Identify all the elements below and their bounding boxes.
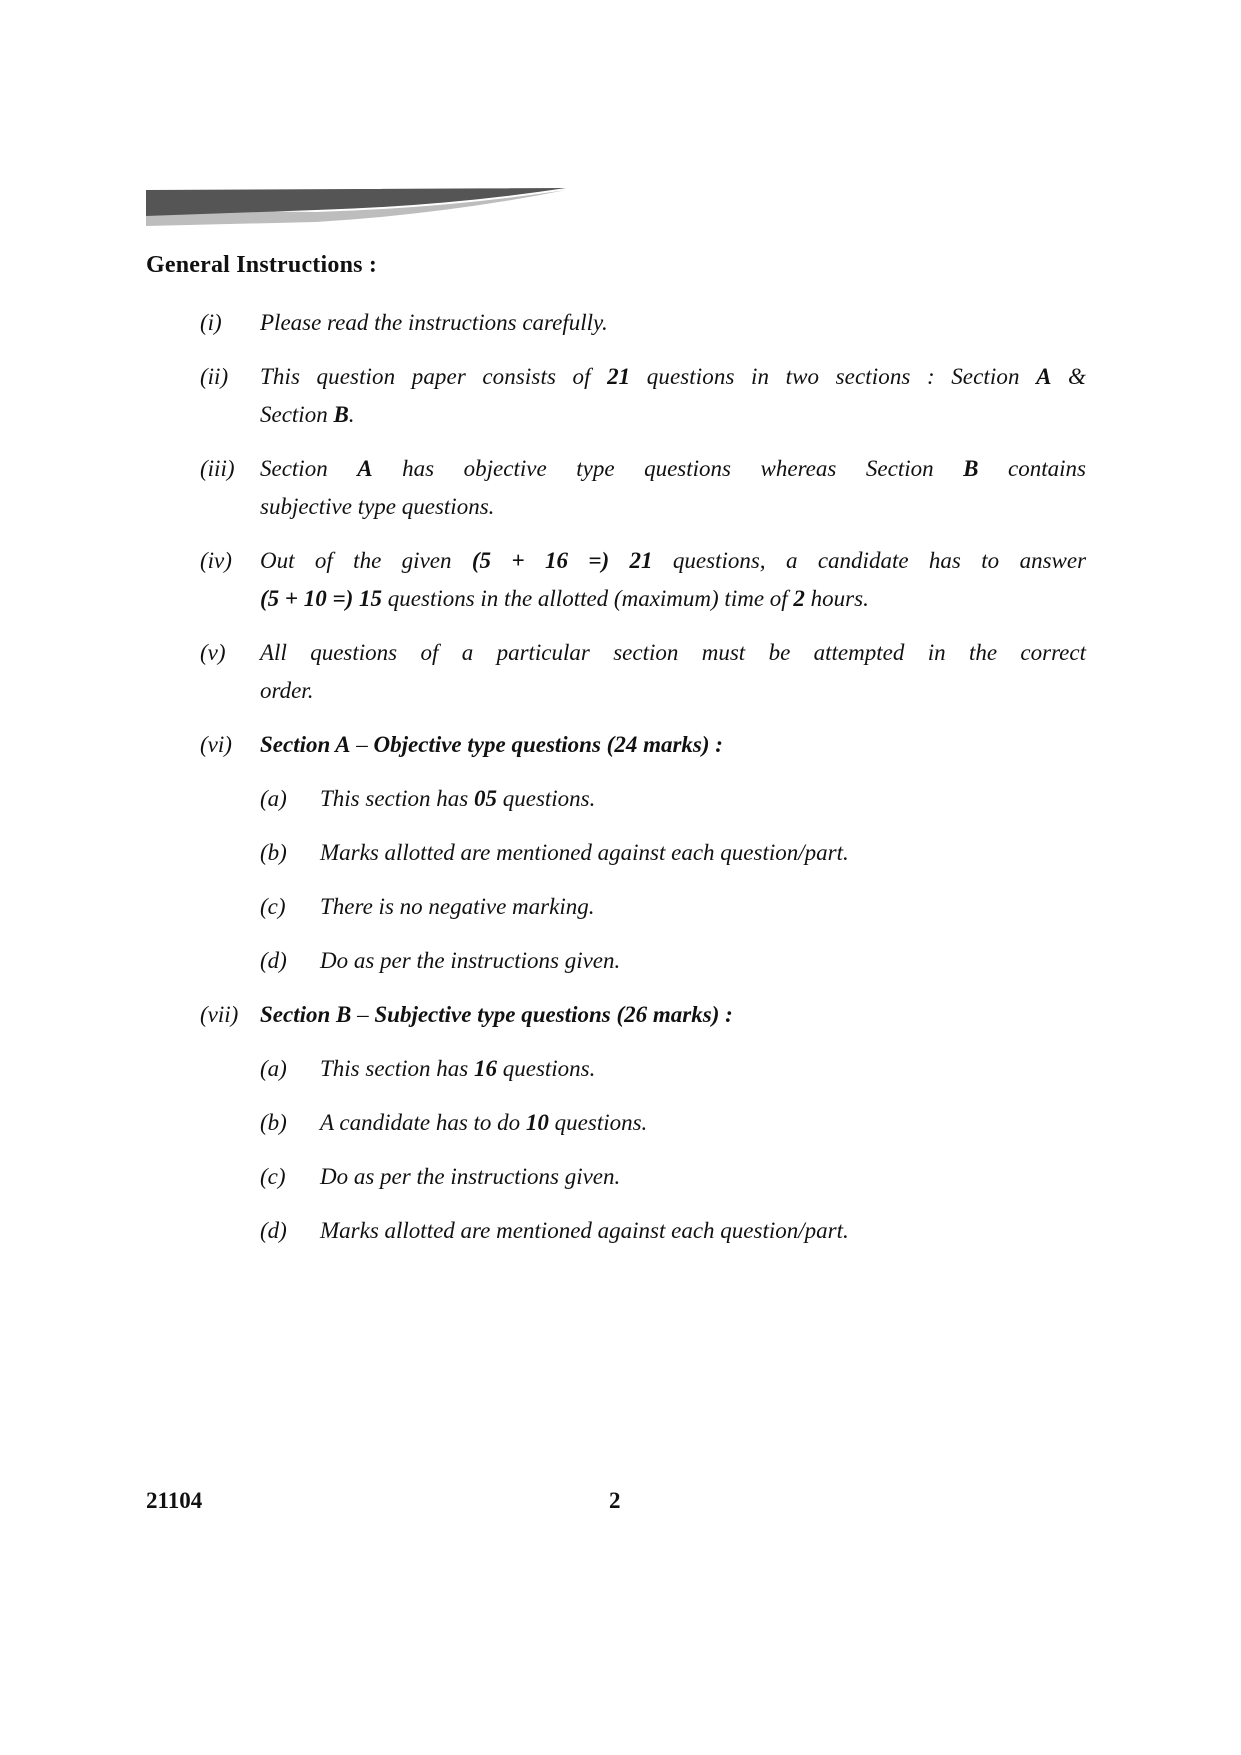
sub-item-text: There is no negative marking. bbox=[320, 894, 595, 919]
sub-item-text: A candidate has to do 10 questions. bbox=[320, 1110, 648, 1135]
sub-item-text: Do as per the instructions given. bbox=[320, 948, 621, 973]
sub-item-letter: (b) bbox=[260, 840, 287, 865]
item-text-line1: This question paper consists of 21 questions in two sections : Section A & bbox=[260, 364, 1086, 389]
item-text: Please read the instructions carefully. bbox=[260, 310, 608, 335]
item-number: (i) bbox=[200, 310, 222, 335]
paper-code: 21104 bbox=[146, 1488, 203, 1513]
sub-item-letter: (d) bbox=[260, 948, 287, 973]
item-text-line1: Section A has objective type questions whereas Section B contains bbox=[260, 456, 1086, 481]
sub-item-text: Marks allotted are mentioned against each question/part. bbox=[320, 840, 849, 865]
sub-item-letter: (d) bbox=[260, 1218, 287, 1243]
sub-item-letter: (c) bbox=[260, 894, 286, 919]
sub-item-text: Do as per the instructions given. bbox=[320, 1164, 621, 1189]
sub-item-letter: (a) bbox=[260, 1056, 287, 1081]
section-heading-text: Section A – Objective type questions (24 marks) : bbox=[260, 732, 723, 757]
page-number: 2 bbox=[609, 1488, 621, 1513]
decorative-header-bar bbox=[146, 188, 566, 228]
item-text-line1: All questions of a particular section must be attempted in the correct bbox=[260, 640, 1086, 665]
sub-item-letter: (b) bbox=[260, 1110, 287, 1135]
item-text-line1: Out of the given (5 + 16 =) 21 questions, a candidate has to answer bbox=[260, 548, 1087, 573]
sub-item-letter: (a) bbox=[260, 786, 287, 811]
item-number: (vii) bbox=[200, 1002, 239, 1027]
item-number: (v) bbox=[200, 640, 226, 665]
section-heading-text: Section B – Subjective type questions (26 marks) : bbox=[260, 1002, 733, 1027]
item-number: (iv) bbox=[200, 548, 232, 573]
sub-item-text: This section has 16 questions. bbox=[320, 1056, 596, 1081]
item-number: (ii) bbox=[200, 364, 229, 389]
page-title: General Instructions : bbox=[146, 252, 378, 278]
item-number: (vi) bbox=[200, 732, 232, 757]
item-text-line2: (5 + 10 =) 15 questions in the allotted (maximum) time of 2 hours. bbox=[260, 586, 869, 611]
item-number: (iii) bbox=[200, 456, 235, 481]
sub-item-letter: (c) bbox=[260, 1164, 286, 1189]
item-text-line2: Section B. bbox=[260, 402, 355, 427]
sub-item-text: This section has 05 questions. bbox=[320, 786, 596, 811]
item-text-line2: order. bbox=[260, 678, 314, 703]
item-text-line2: subjective type questions. bbox=[260, 494, 495, 519]
sub-item-text: Marks allotted are mentioned against each question/part. bbox=[320, 1218, 849, 1243]
